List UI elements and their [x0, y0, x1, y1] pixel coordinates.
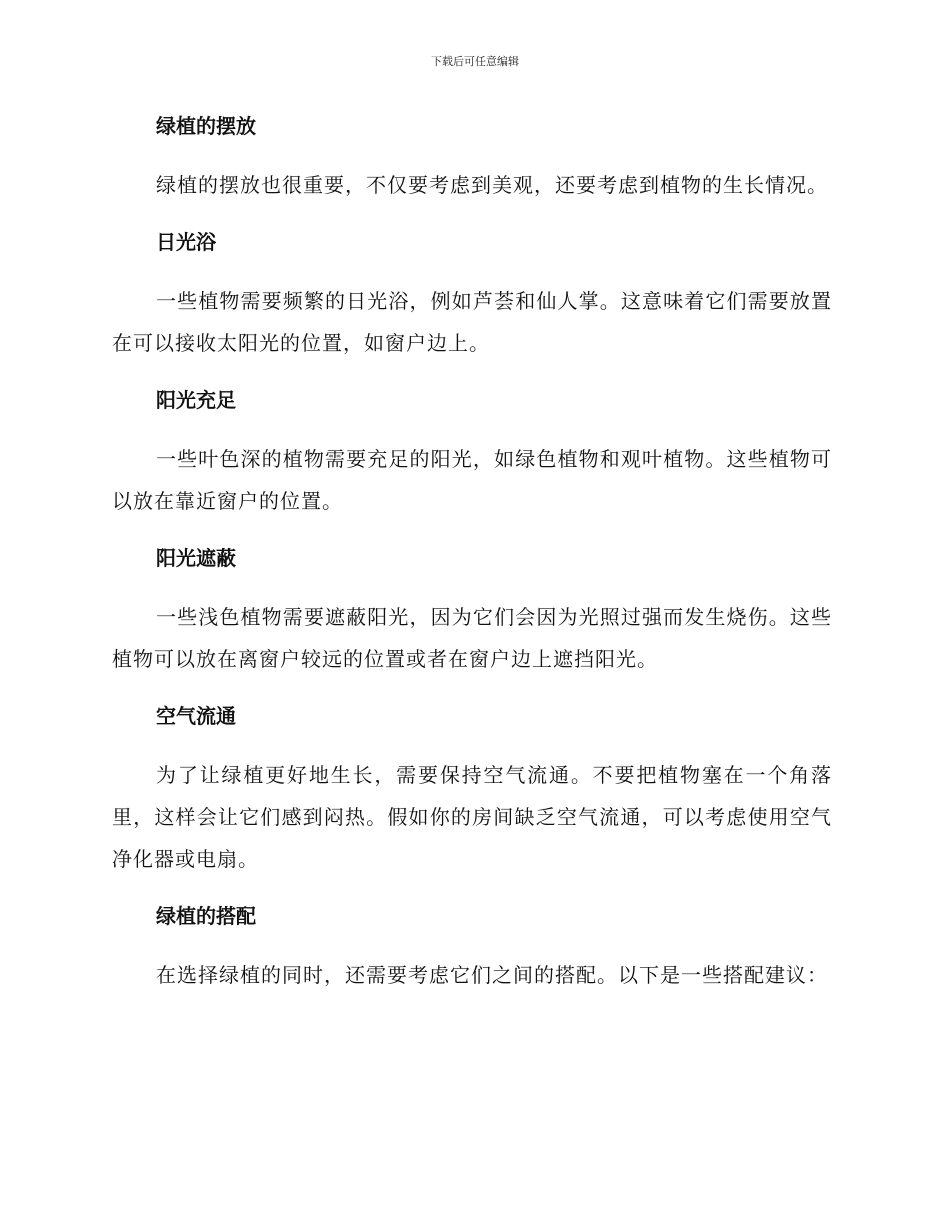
- document-body: [112, 110, 832, 1016]
- section-air-flow: [112, 700, 832, 880]
- section-pairing: [112, 900, 832, 996]
- section-heading: 绿植的搭配: [156, 904, 256, 928]
- section-paragraph: 一些叶色深的植物需要充足的阳光，如绿色植物和观叶植物。这些植物可以放在靠近窗户的位置。: [112, 447, 832, 513]
- section-heading: 空气流通: [156, 704, 236, 728]
- section-heading: 阳光充足: [156, 388, 236, 412]
- section-paragraph: 一些浅色植物需要遮蔽阳光，因为它们会因为光照过强而发生烧伤。这些植物可以放在离窗户较远的位置或者在窗户边上遮挡阳光。: [112, 605, 832, 671]
- section-placement: [112, 110, 832, 206]
- section-paragraph: 绿植的摆放也很重要，不仅要考虑到美观，还要考虑到植物的生长情况。: [156, 173, 828, 197]
- section-full-sun: [112, 384, 832, 522]
- page-header: 下载后可任意编辑: [431, 55, 519, 68]
- section-heading: 绿植的摆放: [156, 114, 256, 138]
- section-paragraph: 为了让绿植更好地生长，需要保持空气流通。不要把植物塞在一个角落里，这样会让它们感到闷热。假如你的房间缺乏空气流通，可以考虑使用空气净化器或电扇。: [112, 763, 832, 871]
- section-shade: [112, 542, 832, 680]
- section-heading: 日光浴: [156, 230, 216, 254]
- section-sunbath: [112, 226, 832, 364]
- section-paragraph: 一些植物需要频繁的日光浴，例如芦荟和仙人掌。这意味着它们需要放置在可以接收太阳光的位置，如窗户边上。: [112, 289, 832, 355]
- section-heading: 阳光遮蔽: [156, 546, 236, 570]
- section-paragraph: 在选择绿植的同时，还需要考虑它们之间的搭配。以下是一些搭配建议：: [156, 963, 828, 987]
